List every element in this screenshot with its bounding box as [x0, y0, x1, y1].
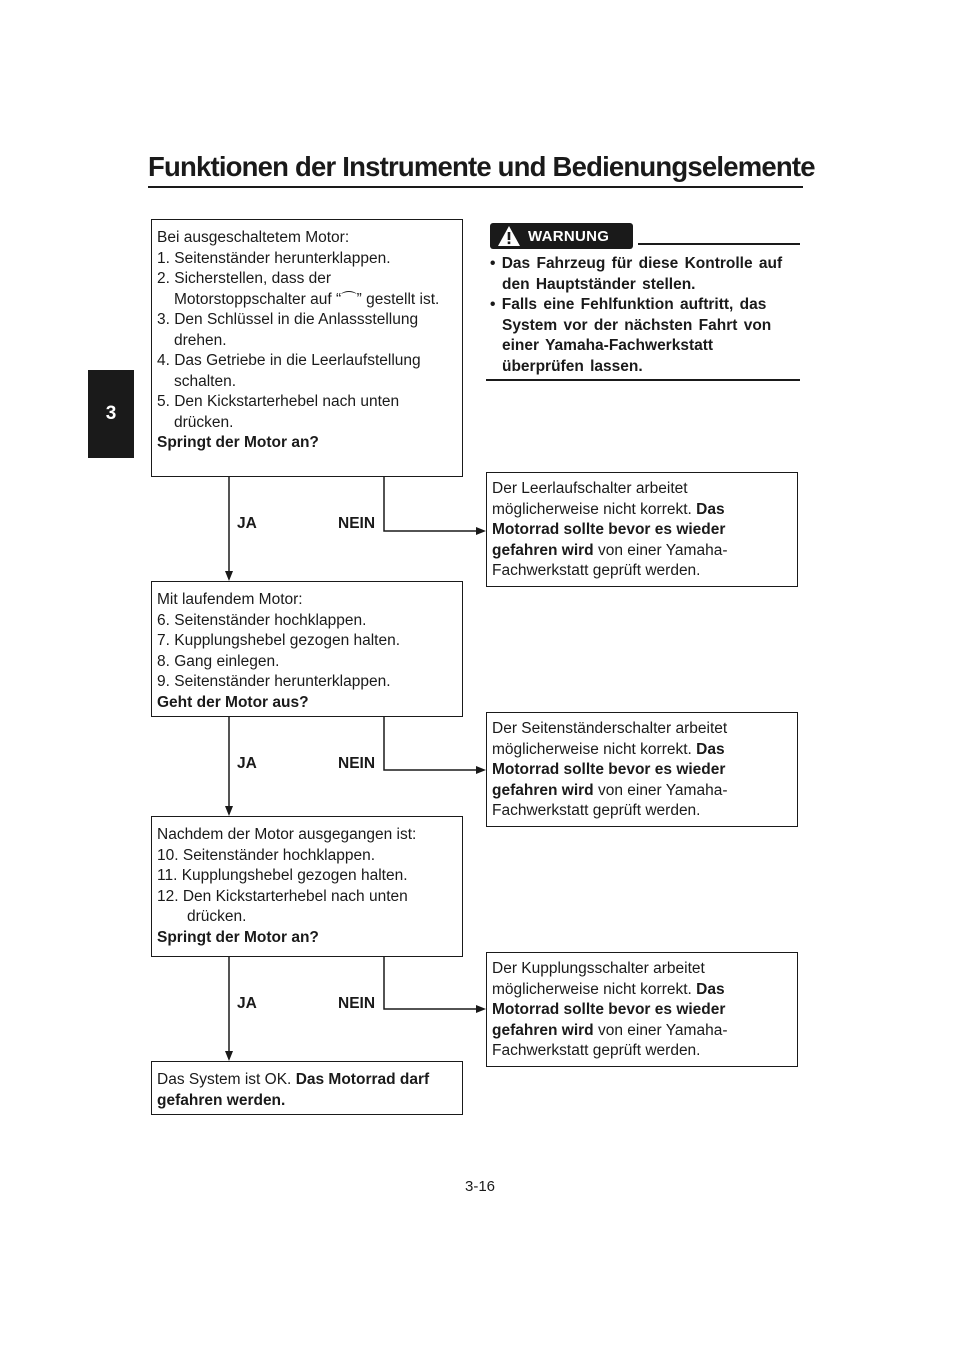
- step-item: 12. Den Kickstarterhebel nach unten drücken.: [157, 887, 408, 925]
- step-item: 8. Gang einlegen.: [157, 652, 280, 670]
- yes-label: JA: [237, 515, 257, 532]
- step-item: 10. Seitenständer hochklappen.: [157, 846, 376, 864]
- box-intro: Bei ausgeschaltetem Motor:: [157, 229, 350, 246]
- fault-bold-text: Das Motorrad sollte bevor es wieder gefahren wird: [492, 980, 726, 1039]
- arrow-head-down: [225, 571, 233, 581]
- no-connector-3: [384, 957, 477, 1009]
- box-question: Springt der Motor an?: [157, 434, 319, 451]
- box-intro: Nachdem der Motor ausgegangen ist:: [157, 826, 417, 843]
- step-item: 9. Seitenständer herunterklappen.: [157, 673, 391, 690]
- arrow-head-right: [476, 527, 486, 535]
- step-item: 4. Das Getriebe in die Leerlaufstellung schalten.: [157, 352, 421, 390]
- warning-item: • Das Fahrzeug für diese Kontrolle auf den Hauptständer stellen.: [490, 255, 783, 293]
- no-label: NEIN: [338, 995, 376, 1012]
- fault-tail-text: von einer Yamaha-Fachwerkstatt geprüft werden.: [492, 541, 728, 579]
- warning-item: • Falls eine Fehlfunktion auftritt, das System vor der nächsten Fahrt von einer Yamaha-Fachwerkstatt überprüfen lassen.: [490, 296, 772, 375]
- arrow-head-down: [225, 1051, 233, 1061]
- fault-tail-text: von einer Yamaha-Fachwerkstatt geprüft werden.: [492, 1021, 728, 1059]
- fault-tail-text: von einer Yamaha-Fachwerkstatt geprüft werden.: [492, 781, 728, 819]
- box-question: Springt der Motor an?: [157, 928, 319, 946]
- no-connector-1: [384, 477, 477, 531]
- box-question: Geht der Motor aus?: [157, 693, 309, 711]
- no-connector-2: [384, 717, 477, 770]
- no-label: NEIN: [338, 515, 376, 532]
- fault-text: Der Leerlaufschalter arbeitet möglicherweise nicht korrekt.: [492, 480, 692, 518]
- fault-bold-text: Das Motorrad sollte bevor es wieder gefahren wird: [492, 500, 726, 559]
- yes-label: JA: [237, 995, 257, 1012]
- step-item: 7. Kupplungshebel gezogen halten.: [157, 632, 401, 649]
- fault-text: Der Kupplungsschalter arbeitet möglicherweise nicht korrekt.: [492, 960, 705, 998]
- step-item: 6. Seitenständer hochklappen.: [157, 611, 367, 629]
- step-item: 2. Sicherstellen, dass der Motorstoppschalter auf “⌒” gestellt ist.: [157, 270, 440, 308]
- result-bold-text: Das Motorrad darf gefahren werden.: [157, 1071, 430, 1109]
- result-text: Das System ist OK.: [157, 1071, 292, 1088]
- chapter-tab: 3: [88, 370, 134, 458]
- warning-label: WARNUNG: [528, 227, 610, 245]
- step-item: 11. Kupplungshebel gezogen halten.: [157, 867, 408, 884]
- step-item: 1. Seitenständer herunterklappen.: [157, 249, 391, 267]
- page-title: Funktionen der Instrumente und Bedienungselemente: [148, 151, 815, 182]
- arrow-head-right: [476, 1005, 486, 1013]
- page-number: 3-16: [464, 1178, 496, 1195]
- arrow-head-down: [225, 806, 233, 816]
- arrow-head-right: [476, 766, 486, 774]
- step-item: 5. Den Kickstarterhebel nach unten drücken.: [157, 393, 400, 431]
- fault-text: Der Seitenständerschalter arbeitet möglicherweise nicht korrekt.: [492, 720, 728, 758]
- fault-bold-text: Das Motorrad sollte bevor es wieder gefahren wird: [492, 740, 726, 799]
- box-intro: Mit laufendem Motor:: [157, 591, 303, 608]
- step-item: 3. Den Schlüssel in die Anlassstellung drehen.: [157, 311, 419, 349]
- no-label: NEIN: [338, 755, 376, 772]
- yes-label: JA: [237, 755, 257, 772]
